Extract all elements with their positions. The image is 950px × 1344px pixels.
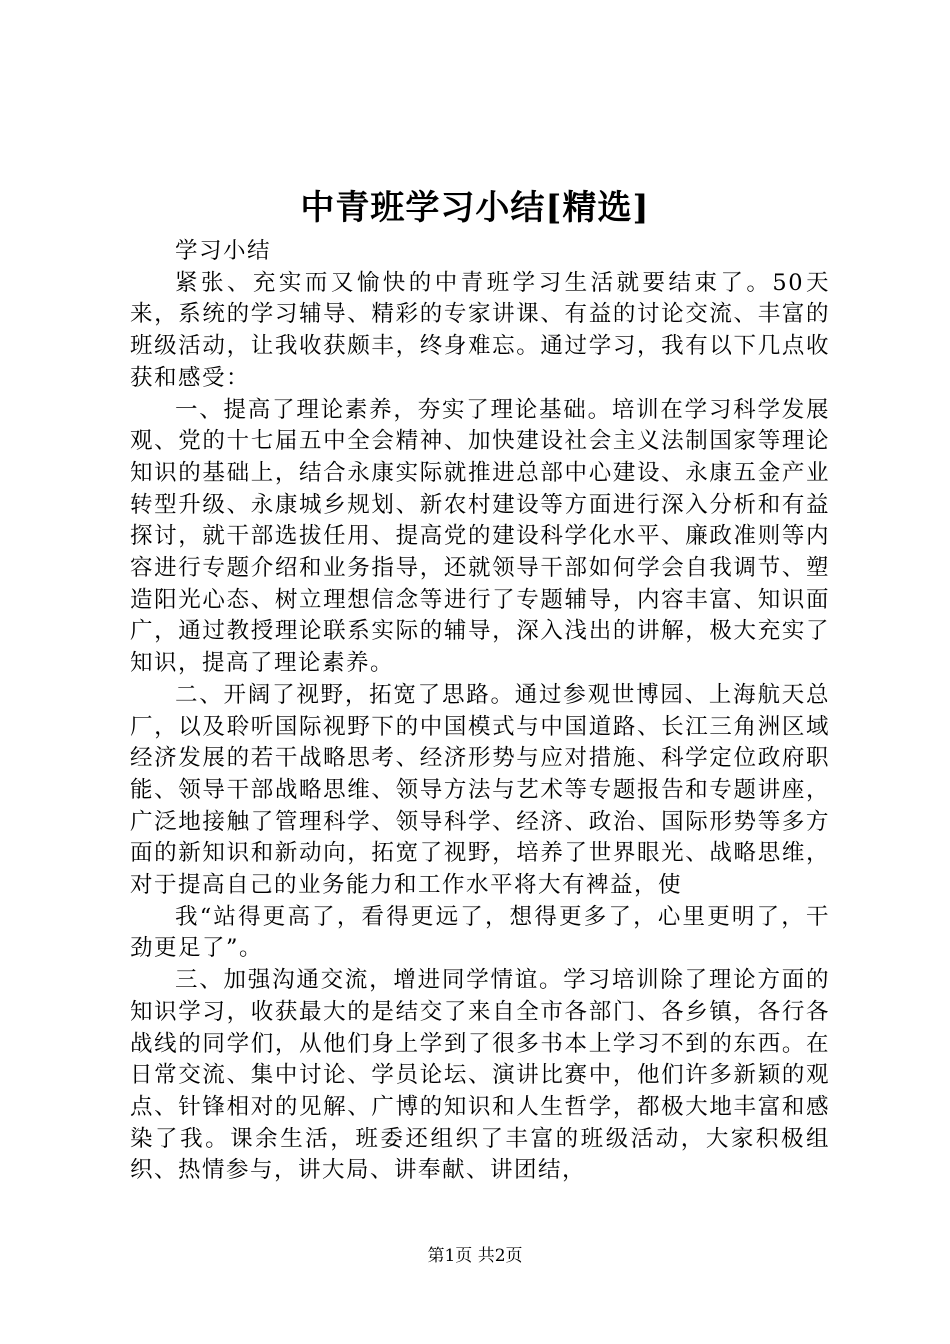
- document-title: 中青班学习小结[精选]: [300, 188, 650, 228]
- paragraph-heading: 学习小结: [175, 238, 272, 264]
- document-body: [130, 236, 830, 1187]
- paragraph-point-three: 三、加强沟通交流，增进同学情谊。学习培训除了理论方面的知识学习，收获最大的是结交了来自全市各部门、各乡镇，各行各战线的同学们，从他们身上学到了很多书本上学习不到的东西。在日常交流、集中讨论、学员论坛、演讲比赛中，他们许多新颖的观点、针锋相对的见解、广博的知识和人生哲学，都极大地丰富和感染了我。课余生活，班委还组织了丰富的班级活动，大家积极组织、热情参与，讲大局、讲奉献、讲团结，: [130, 967, 830, 1184]
- paragraph-quote: 我“站得更高了，看得更远了，想得更多了，心里更明了，干劲更足了”。: [130, 903, 830, 962]
- paragraph-intro: 紧张、充实而又愉快的中青班学习生活就要结束了。50天来，系统的学习辅导、精彩的专家讲课、有益的讨论交流、丰富的班级活动，让我收获颇丰，终身难忘。通过学习，我有以下几点收获和感受：: [130, 269, 830, 391]
- page-footer: 第1页 共2页: [427, 1246, 523, 1266]
- paragraph-point-one: 一、提高了理论素养，夯实了理论基础。培训在学习科学发展观、党的十七届五中全会精神、加快建设社会主义法制国家等理论知识的基础上，结合永康实际就推进总部中心建设、永康五金产业转型升级、永康城乡规划、新农村建设等方面进行深入分析和有益探讨，就干部选拔任用、提高党的建设科学化水平、廉政准则等内容进行专题介绍和业务指导，还就领导干部如何学会自我调节、塑造阳光心态、树立理想信念等进行了专题辅导，内容丰富、知识面广，通过教授理论联系实际的辅导，深入浅出的讲解，极大充实了知识，提高了理论素养。: [130, 396, 830, 677]
- paragraph-point-two: 二、开阔了视野，拓宽了思路。通过参观世博园、上海航天总厂，以及聆听国际视野下的中国模式与中国道路、长江三角洲区域经济发展的若干战略思考、经济形势与应对措施、科学定位政府职能、领导干部战略思维、领导方法与艺术等专题报告和专题讲座，广泛地接触了管理科学、领导科学、经济、政治、国际形势等多方面的新知识和新动向，拓宽了视野，培养了世界眼光、战略思维，对于提高自己的业务能力和工作水平将大有裨益，使: [130, 681, 830, 899]
